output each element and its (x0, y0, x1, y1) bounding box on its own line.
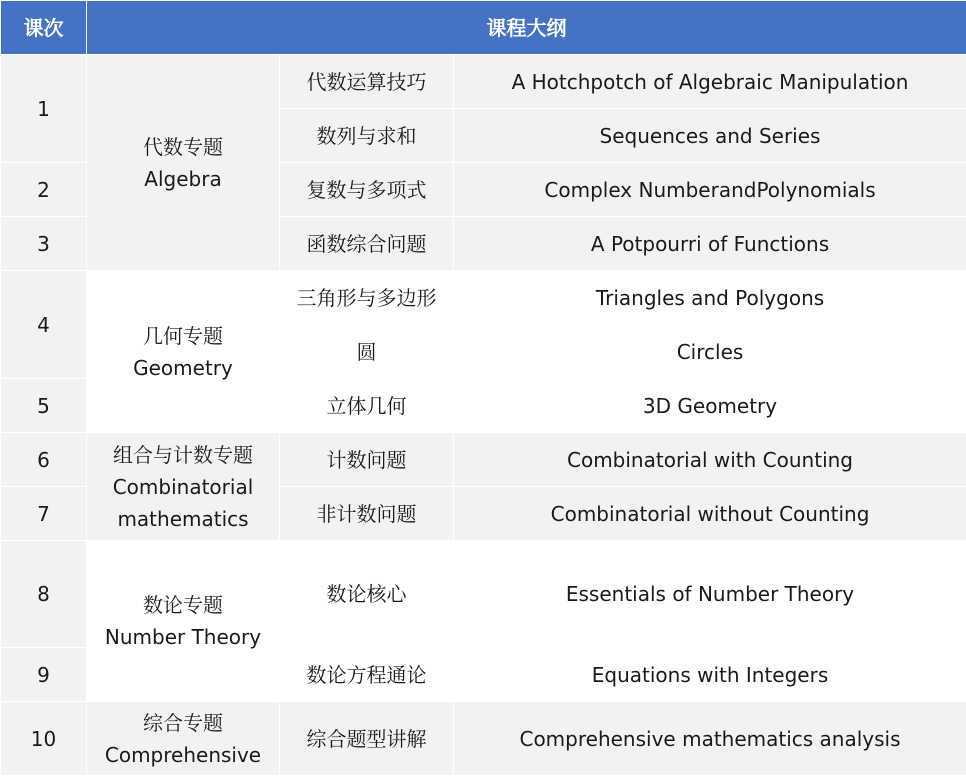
topic-en: Algebra (144, 166, 222, 191)
table-row (1, 702, 966, 776)
chapter-en: Circles (454, 325, 966, 379)
lesson-number: 7 (1, 487, 87, 541)
table-row (1, 433, 966, 487)
topic-zh: 组合与计数专题 (113, 442, 253, 467)
topic-combinatorics (87, 433, 280, 541)
chapter-en: Complex NumberandPolynomials (454, 163, 966, 217)
chapter-zh: 非计数问题 (280, 487, 454, 541)
chapter-en: 3D Geometry (454, 379, 966, 433)
table-row (1, 55, 966, 109)
table-row (1, 271, 966, 325)
chapter-zh: 圆 (280, 325, 454, 379)
chapter-en: Sequences and Series (454, 109, 966, 163)
lesson-number: 4 (1, 271, 87, 379)
topic-zh: 代数专题 (143, 134, 223, 159)
chapter-zh: 综合题型讲解 (280, 702, 454, 776)
lesson-number: 5 (1, 379, 87, 433)
chapter-zh: 数论方程通论 (280, 648, 454, 702)
chapter-zh: 数论核心 (280, 541, 454, 648)
topic-en: Combinatorial (112, 474, 254, 499)
topic-zh: 综合专题 (143, 710, 223, 735)
topic-zh: 数论专题 (143, 593, 223, 617)
lesson-number: 9 (1, 648, 87, 702)
topic-comprehensive (87, 702, 280, 776)
topic-en: Geometry (133, 355, 233, 380)
header-lesson: 课次 (1, 1, 87, 55)
chapter-en: Comprehensive mathematics analysis (454, 702, 966, 776)
header-outline: 课程大纲 (87, 1, 966, 55)
chapter-zh: 代数运算技巧 (280, 55, 454, 109)
chapter-en: Combinatorial without Counting (454, 487, 966, 541)
chapter-zh: 数列与求和 (280, 109, 454, 163)
chapter-zh: 函数综合问题 (280, 217, 454, 271)
lesson-number: 10 (1, 702, 87, 776)
topic-number-theory (87, 541, 280, 702)
table-row (1, 541, 966, 648)
topic-en: mathematics (117, 506, 249, 531)
chapter-en: A Potpourri of Functions (454, 217, 966, 271)
topic-en: Comprehensive (104, 742, 262, 767)
chapter-zh: 复数与多项式 (280, 163, 454, 217)
topic-algebra (87, 55, 280, 271)
lesson-number: 3 (1, 217, 87, 271)
topic-geometry (87, 271, 280, 433)
chapter-en: Combinatorial with Counting (454, 433, 966, 487)
topic-zh: 几何专题 (143, 323, 223, 348)
chapter-en: Essentials of Number Theory (454, 541, 966, 648)
lesson-number: 6 (1, 433, 87, 487)
topic-en: Number Theory (104, 625, 262, 649)
chapter-en: Triangles and Polygons (454, 271, 966, 325)
chapter-zh: 三角形与多边形 (280, 271, 454, 325)
lesson-number: 2 (1, 163, 87, 217)
lesson-number: 8 (1, 541, 87, 648)
chapter-zh: 计数问题 (280, 433, 454, 487)
chapter-en: Equations with Integers (454, 648, 966, 702)
lesson-number: 1 (1, 55, 87, 163)
chapter-en: A Hotchpotch of Algebraic Manipulation (454, 55, 966, 109)
chapter-zh: 立体几何 (280, 379, 454, 433)
